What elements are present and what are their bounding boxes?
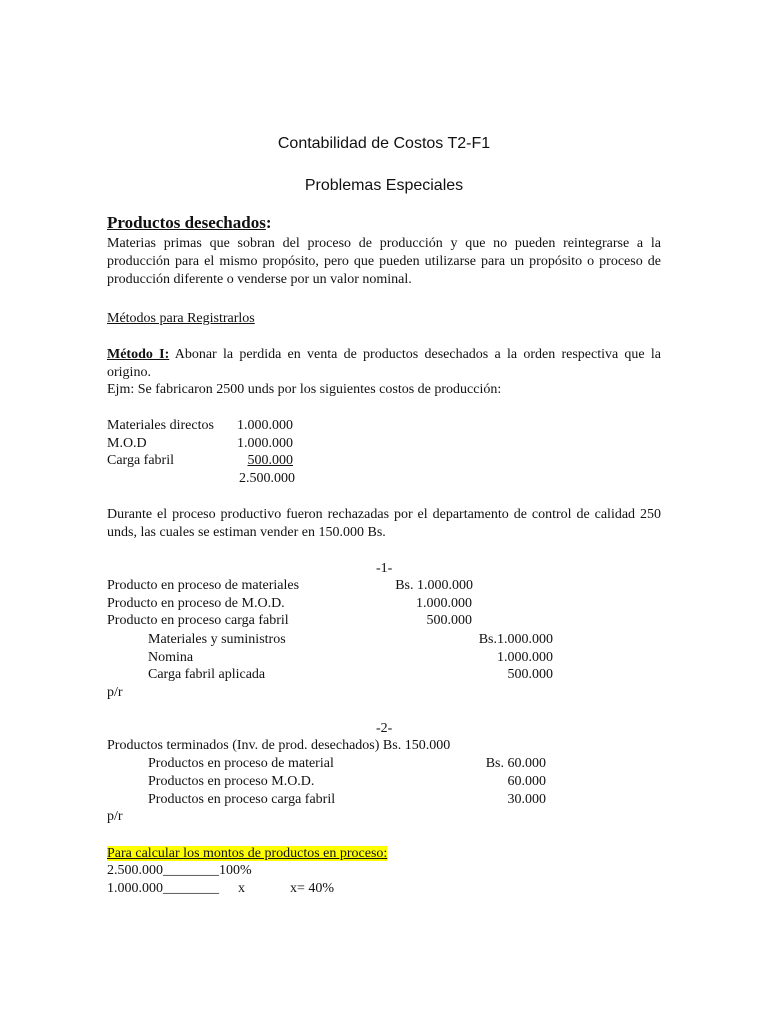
entry2-credit-label: Productos en proceso M.O.D. [148, 774, 315, 789]
cost-value: 1.000.000 [237, 418, 293, 433]
cost-label: Materiales directos [107, 418, 214, 433]
entry2-credit-label: Productos en proceso de material [148, 756, 334, 771]
entry1-credit-label: Nomina [148, 650, 194, 665]
document-title: Contabilidad de Costos T2-F1 [277, 135, 491, 152]
section-paragraph: Materias primas que sobran del proceso de producción y que no pueden reintegrarse a la producción para el mismo propósito, pero que pueden utilizarse para un propósito o proceso de producción diferente o venderse por un valor nominal. [107, 236, 661, 287]
methods-heading: Métodos para Registrarlos [107, 311, 255, 326]
entry1-credit-value: 500.000 [507, 667, 553, 682]
calc-line2-x: x [238, 881, 245, 896]
method1-paragraph [107, 346, 661, 382]
entry1-debit-value: 1.000.000 [416, 596, 472, 611]
method1-text: Abonar la perdida en venta de productos desechados a la orden respectiva que la origino. [107, 347, 661, 380]
calc-heading-text: Para calcular los montos de productos en proceso: [107, 846, 388, 861]
entry2-credit-value: 60.000 [507, 774, 546, 789]
section-heading-text: Productos desechados [107, 213, 266, 232]
entry1-pr: p/r [107, 685, 123, 700]
entry1-debit-value: 500.000 [426, 613, 472, 628]
section-heading [107, 214, 272, 234]
entry2-credit-value: 30.000 [507, 792, 546, 807]
costs-total: 2.500.000 [239, 471, 295, 486]
calc-line1: 2.500.000________100% [107, 863, 252, 878]
cost-label: M.O.D [107, 436, 147, 451]
section-heading-colon: : [265, 213, 272, 232]
cost-label: Carga fabril [107, 453, 174, 468]
entry2-debit: Productos terminados (Inv. de prod. desechados) Bs. 150.000 [107, 738, 451, 753]
entry2-number: -2- [376, 721, 393, 736]
entry1-debit-label: Producto en proceso de M.O.D. [107, 596, 285, 611]
entry1-credit-label: Carga fabril aplicada [148, 667, 266, 682]
entry1-number: -1- [376, 561, 393, 576]
calc-heading [107, 845, 387, 863]
method1-example: Ejm: Se fabricaron 2500 unds por los siguientes costos de producción: [107, 382, 502, 397]
entry1-credit-value: 1.000.000 [497, 650, 553, 665]
entry2-credit-label: Productos en proceso carga fabril [148, 792, 336, 807]
cost-value: 500.000 [247, 453, 293, 468]
entry2-credit-value: Bs. 60.000 [485, 756, 546, 771]
document-subtitle: Problemas Especiales [304, 177, 464, 194]
entry1-debit-value: Bs. 1.000.000 [395, 578, 473, 593]
cost-value: 1.000.000 [237, 436, 293, 451]
during-paragraph: Durante el proceso productivo fueron rechazadas por el departamento de control de calidad 250 unds, las cuales se estiman vender en 150.000 Bs. [107, 507, 661, 540]
calc-line2: 1.000.000________ [107, 881, 219, 896]
method1-label: Método I: [107, 347, 170, 362]
calc-line2-result: x= 40% [290, 881, 335, 896]
entry1-debit-label: Producto en proceso carga fabril [107, 613, 289, 628]
entry1-credit-label: Materiales y suministros [148, 632, 286, 647]
entry1-credit-value: Bs.1.000.000 [478, 632, 553, 647]
entry1-debit-label: Producto en proceso de materiales [107, 578, 300, 593]
entry2-pr: p/r [107, 809, 123, 824]
